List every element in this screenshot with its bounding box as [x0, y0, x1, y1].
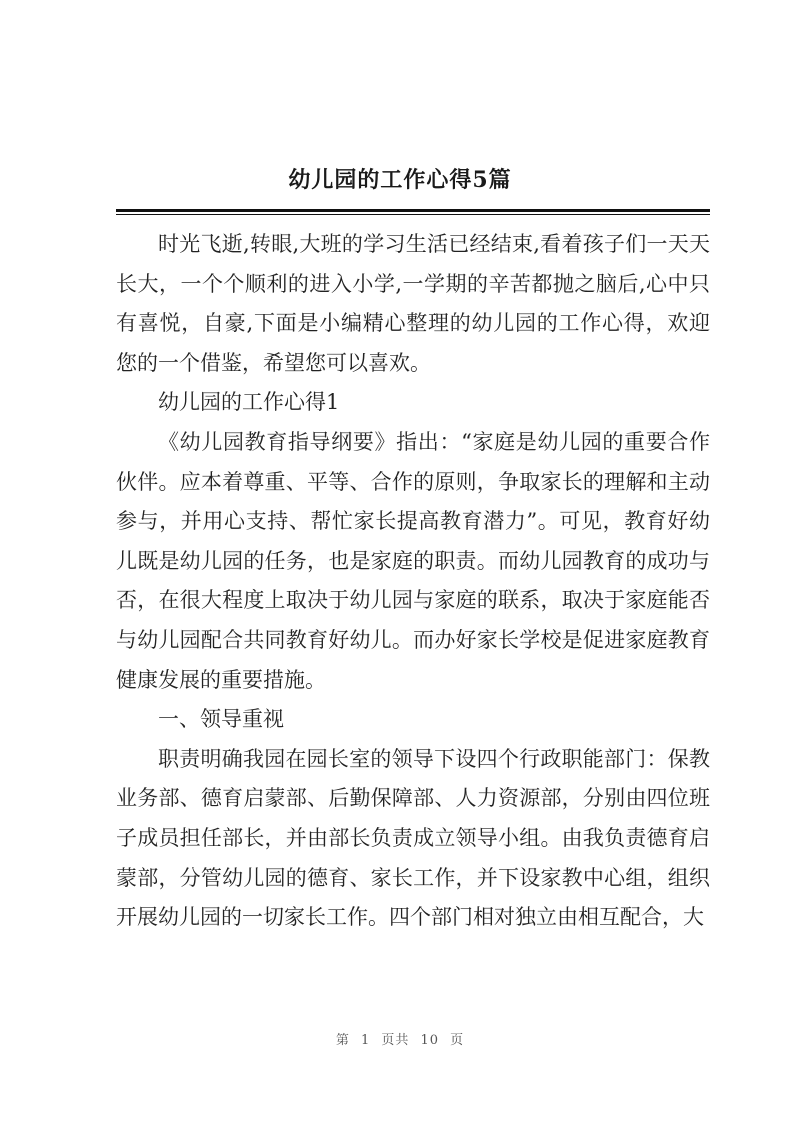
body-paragraph-responsibility: 职责明确我园在园长室的领导下设四个行政职能部门：保教业务部、德育启蒙部、后勤保障部、人力资源部，分别由四位班子成员担任部长，并由部长负责成立领导小组。由我负责德育启蒙部，分管幼儿园的德育、家长工作，并下设家教中心组，组织开展幼儿园的一切家长工作。四个部门相对独立由相互配合，大	[116, 746, 710, 930]
document-body	[116, 225, 710, 938]
intro-paragraph: 时光飞逝,转眼,大班的学习生活已经结束,看着孩子们一天天长大，一个个顺利的进入小学,一学期的辛苦都抛之脑后,心中只有喜悦，自豪,下面是小编精心整理的幼儿园的工作心得，欢迎您的一个借鉴，希望您可以喜欢。	[116, 232, 710, 375]
title-rule-thin	[116, 214, 710, 215]
title-rule-thick	[116, 209, 710, 212]
document-title: 幼儿园的工作心得5篇	[288, 167, 512, 193]
body-paragraph-guideline: 《幼儿园教育指导纲要》指出：“家庭是幼儿园的重要合作伙伴。应本着尊重、平等、合作的原则，争取家长的理解和主动参与，并用心支持、帮忙家长提高教育潜力”。可见，教育好幼儿既是幼儿园的任务，也是家庭的职责。而幼儿园教育的成功与否，在很大程度上取决于幼儿园与家庭的联系，取决于家庭能否与幼儿园配合共同教育好幼儿。而办好家长学校是促进家庭教育健康发展的重要措施。	[116, 429, 710, 692]
subheading-leadership: 一、领导重视	[158, 707, 284, 732]
section-heading-1: 幼儿园的工作心得1	[158, 390, 340, 415]
page-footer: 第 1 页共 10 页	[335, 1033, 465, 1048]
